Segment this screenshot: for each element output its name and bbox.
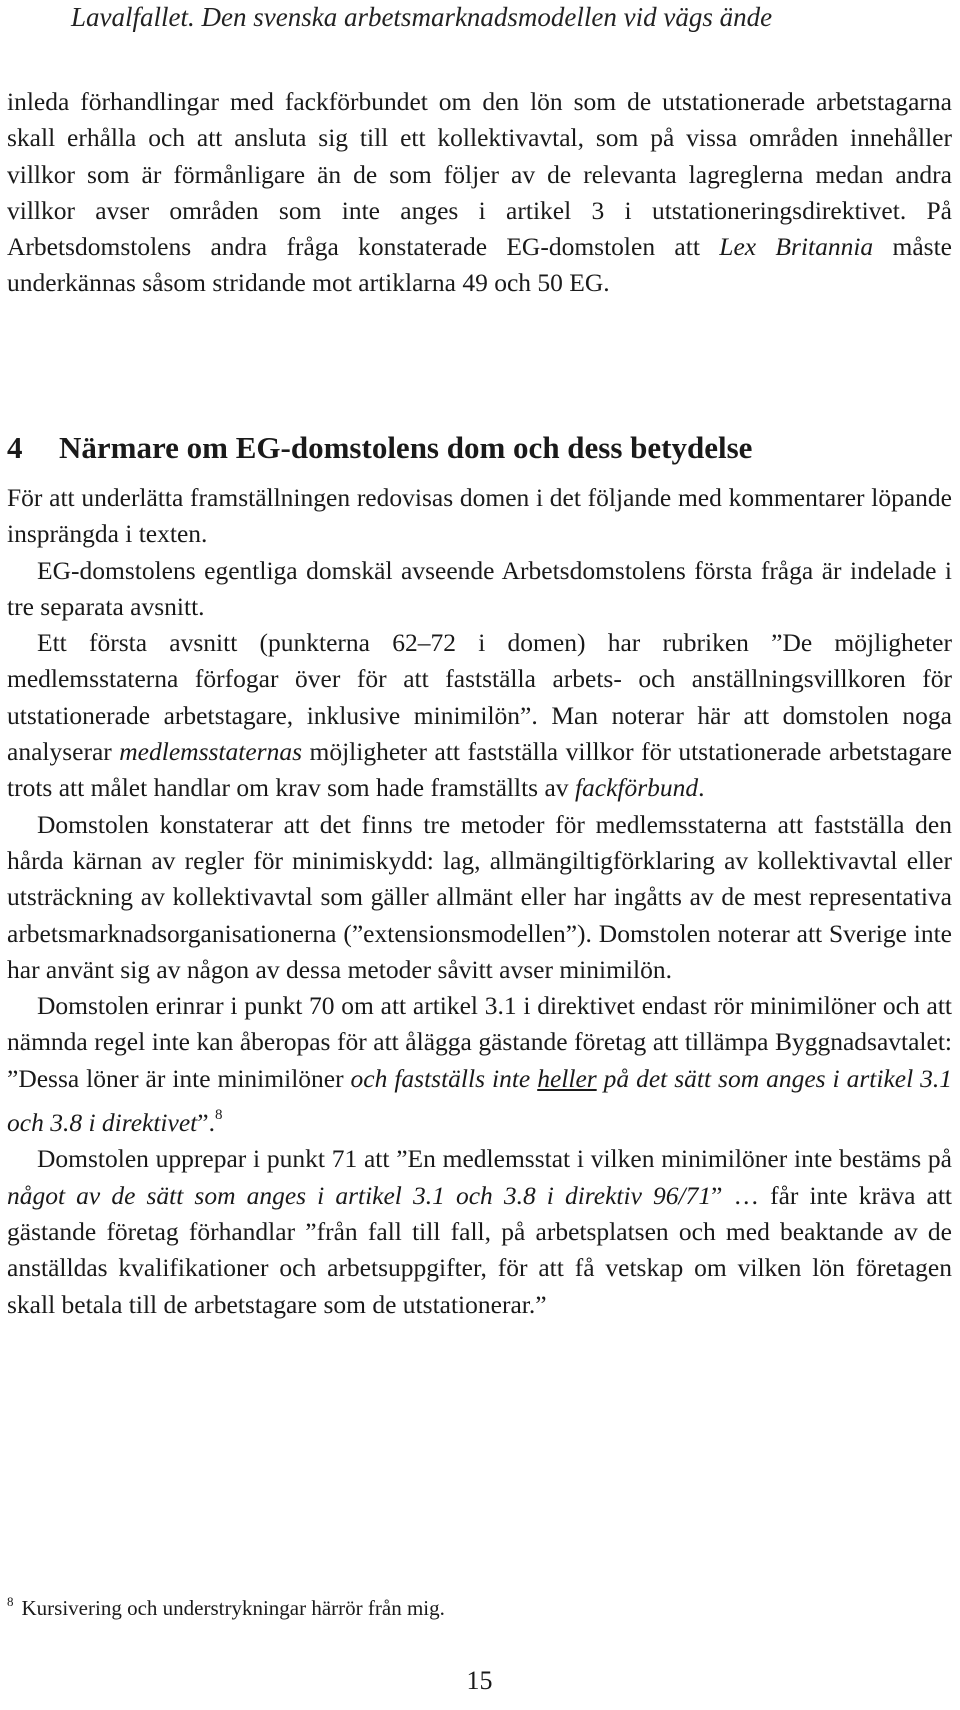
paragraph: EG-domstolens egentliga domskäl avseende Arbetsdomstolens första fråga är indelade i tre separata avsnitt. [7, 555, 952, 621]
footnote [7, 1588, 952, 1622]
footnote-text: Kursivering och understrykningar härrör från mig. [21, 1596, 445, 1620]
intro-paragraph: inleda förhandlingar med fackförbundet om den lön som de utstationerade arbetstagarna skall erhålla och att ansluta sig till ett kollektivavtal, som på vissa områden innehåller villkor som är förmånligare än de som följer av de relevanta lagreglerna medan andra villkor avser områden som inte anges i artikel 3 i utstationeringsdirektivet. På Arbetsdomstolens andra fråga konstaterade EG-domstolen att Lex Britannia måste underkännas såsom stridande mot artiklarna 49 och 50 EG. [7, 87, 953, 298]
intro-block [7, 84, 952, 302]
footnote-reference[interactable]: 8 [214, 1107, 223, 1124]
section-title: Närmare om EG-domstolens dom och dess betydelse [59, 430, 753, 465]
paragraph: För att underlätta framställningen redovisas domen i det följande med kommentarer löpande insprängda i texten. [7, 483, 952, 549]
section-number: 4 [7, 430, 23, 465]
italic-case-name: Lex Britannia [719, 232, 874, 262]
paragraph: Domstolen konstaterar att det finns tre metoder för medlemsstaterna att fastställa den hårda kärnan av regler för minimiskydd: lag, allmängiltigförklaring av kollektivavtal eller utsträckning av kollektivavtal som gäller allmänt eller har ingåtts av de mest representativa arbetsmarknadsorganisationerna (”extensionsmodellen”). Domstolen noterar att Sverige inte har använt sig av någon av dessa metoder såvitt avser minimilön. [7, 809, 952, 984]
section-body [7, 480, 952, 1323]
footnote-number: 8 [7, 1594, 14, 1609]
running-head: Lavalfallet. Den svenska arbetsmarknadsmodellen vid vägs ände [71, 2, 773, 32]
page-number: 15 [466, 1666, 493, 1695]
section-heading [7, 428, 952, 468]
paragraph: Ett första avsnitt (punkterna 62–72 i domen) har rubriken ”De möjligheter medlemsstaterna förfogar över för att fastställa arbets- och anställningsvillkoren för utstationerade arbetstagare, inklusive minimilön”. Man noterar här att domstolen noga analyserar medlemsstaternas möjligheter att fastställa villkor för utstationerade arbetstagare trots att målet handlar om krav som hade framställts av fackförbund. [7, 628, 952, 803]
paragraph: Domstolen upprepar i punkt 71 att ”En medlemsstat i vilken minimilöner inte bestäms på något av de sätt som anges i artikel 3.1 och 3.8 i direktiv 96/71” … får inte kräva att gästande företag förhandlar ”från fall till fall, på arbetsplatsen och med beaktande av de anställdas kvalifikationer och arbetsuppgifter, för att få vetskap om vilken lön företagen skall betala till de arbetstagare som de utstationerar.” [7, 1144, 952, 1319]
paragraph: Domstolen erinrar i punkt 70 om att artikel 3.1 i direktivet endast rör minimilöner och att nämnda regel inte kan åberopas för att ålägga gästande företag att tillämpa Byggnadsavtalet: ”Dessa löner är inte minimilöner och fastställs inte heller på det sätt som anges i artikel 3.1 och 3.8 i direktivet”.$^8$ [7, 991, 952, 1138]
underlined-word: heller [537, 1063, 597, 1093]
